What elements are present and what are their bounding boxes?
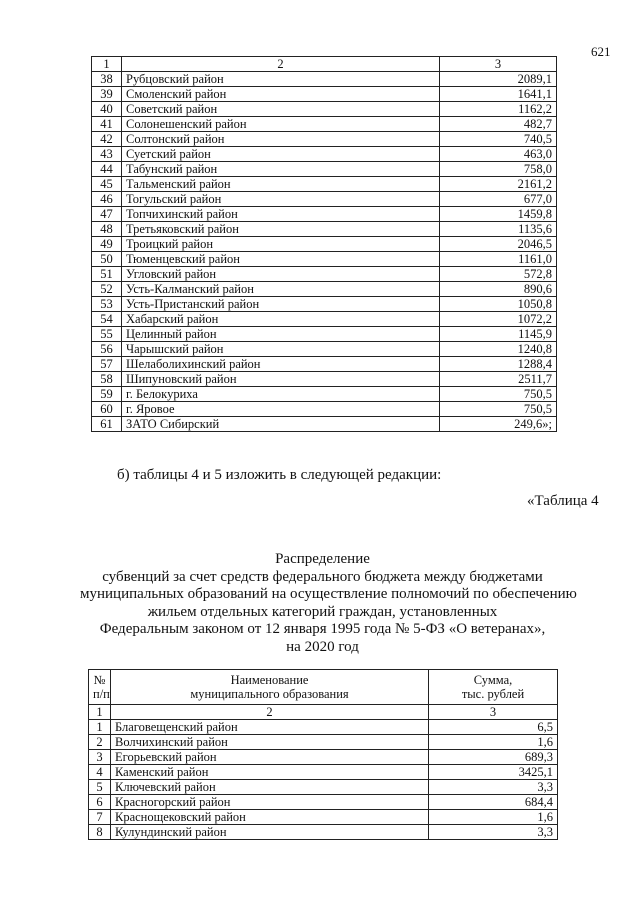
table-row — [92, 282, 557, 297]
row-number-cell: 4 — [89, 765, 111, 780]
row-name-cell: Рубцовский район — [122, 72, 440, 87]
table-row — [89, 795, 558, 810]
header-text: Сумма, — [473, 673, 513, 687]
row-number-cell: 61 — [92, 417, 122, 432]
title-line: субвенций за счет средств федерального бюджета между бюджетами — [102, 568, 543, 585]
row-amount-cell: 1135,6 — [440, 222, 557, 237]
table-row — [89, 765, 558, 780]
table-row — [92, 87, 557, 102]
header-cell-amount — [429, 670, 558, 705]
header-text: п/п — [93, 687, 110, 701]
row-name-cell: Третьяковский район — [122, 222, 440, 237]
table-row — [92, 312, 557, 327]
row-amount-cell: 684,4 — [429, 795, 558, 810]
row-amount-cell: 1459,8 — [440, 207, 557, 222]
row-number-cell: 53 — [92, 297, 122, 312]
row-name-cell: Усть-Пристанский район — [122, 297, 440, 312]
row-name-cell: Топчихинский район — [122, 207, 440, 222]
table-row — [92, 147, 557, 162]
row-name-cell: Тальменский район — [122, 177, 440, 192]
table-row — [92, 402, 557, 417]
table-row — [89, 810, 558, 825]
table-4-header-row — [89, 670, 558, 705]
row-name-cell: Каменский район — [111, 765, 429, 780]
row-name-cell: Троицкий район — [122, 237, 440, 252]
row-number-cell: 3 — [89, 750, 111, 765]
row-number-cell: 41 — [92, 117, 122, 132]
row-number-cell: 1 — [89, 720, 111, 735]
table-row — [92, 327, 557, 342]
table-row — [89, 735, 558, 750]
row-amount-cell: 1,6 — [429, 810, 558, 825]
row-name-cell: Усть-Калманский район — [122, 282, 440, 297]
table-4-number-row — [89, 705, 558, 720]
table-continuation — [91, 56, 557, 432]
table-row — [92, 387, 557, 402]
table-row — [92, 252, 557, 267]
row-name-cell: Чарышский район — [122, 342, 440, 357]
row-amount-cell: 2089,1 — [440, 72, 557, 87]
row-name-cell: ЗАТО Сибирский — [122, 417, 440, 432]
table-row — [92, 72, 557, 87]
row-amount-cell: 890,6 — [440, 282, 557, 297]
column-number-cell: 3 — [429, 705, 558, 720]
table-4-body — [89, 670, 558, 840]
table-row — [92, 102, 557, 117]
table-row — [89, 825, 558, 840]
row-number-cell: 56 — [92, 342, 122, 357]
row-number-cell: 51 — [92, 267, 122, 282]
header-cell-number — [89, 670, 111, 705]
row-number-cell: 7 — [89, 810, 111, 825]
row-name-cell: Ключевский район — [111, 780, 429, 795]
table-row — [92, 207, 557, 222]
row-name-cell: Красногорский район — [111, 795, 429, 810]
table-row — [92, 177, 557, 192]
row-number-cell: 44 — [92, 162, 122, 177]
row-name-cell: Солтонский район — [122, 132, 440, 147]
row-amount-cell: 740,5 — [440, 132, 557, 147]
row-amount-cell: 1050,8 — [440, 297, 557, 312]
row-amount-cell: 1240,8 — [440, 342, 557, 357]
row-name-cell: Солонешенский район — [122, 117, 440, 132]
title-line: Федеральным законом от 12 января 1995 года № 5-ФЗ «О ветеранах», — [99, 621, 546, 637]
page-number: 621 — [591, 44, 611, 59]
row-number-cell: 49 — [92, 237, 122, 252]
table-row — [92, 132, 557, 147]
row-number-cell: 40 — [92, 102, 122, 117]
table-row — [92, 192, 557, 207]
row-number-cell: 6 — [89, 795, 111, 810]
table-row — [92, 357, 557, 372]
table-continuation-body — [92, 57, 557, 432]
row-number-cell: 47 — [92, 207, 122, 222]
row-number-cell: 60 — [92, 402, 122, 417]
row-amount-cell: 689,3 — [429, 750, 558, 765]
table-row — [92, 372, 557, 387]
row-amount-cell: 249,6»; — [440, 417, 557, 432]
row-number-cell: 54 — [92, 312, 122, 327]
row-number-cell: 50 — [92, 252, 122, 267]
row-amount-cell: 758,0 — [440, 162, 557, 177]
row-name-cell: Тогульский район — [122, 192, 440, 207]
table-label: «Таблица 4 — [527, 493, 599, 509]
row-number-cell: 45 — [92, 177, 122, 192]
header-text: тыс. рублей — [461, 687, 525, 701]
row-name-cell: Целинный район — [122, 327, 440, 342]
row-number-cell: 2 — [89, 735, 111, 750]
title-line: жильем отдельных категорий граждан, установленных — [147, 603, 498, 620]
title-line: на 2020 год — [286, 638, 359, 655]
row-number-cell: 59 — [92, 387, 122, 402]
row-amount-cell: 1072,2 — [440, 312, 557, 327]
table-row — [92, 222, 557, 237]
table-row — [89, 720, 558, 735]
row-amount-cell: 3,3 — [429, 780, 558, 795]
row-name-cell: Егорьевский район — [111, 750, 429, 765]
row-name-cell: Шипуновский район — [122, 372, 440, 387]
table-row — [92, 162, 557, 177]
row-name-cell: Благовещенский район — [111, 720, 429, 735]
row-name-cell: Хабарский район — [122, 312, 440, 327]
row-number-cell: 58 — [92, 372, 122, 387]
row-number-cell: 42 — [92, 132, 122, 147]
row-name-cell: Волчихинский район — [111, 735, 429, 750]
row-number-cell: 38 — [92, 72, 122, 87]
table-row — [92, 237, 557, 252]
amendment-paragraph: б) таблицы 4 и 5 изложить в следующей редакции: — [117, 467, 442, 483]
title-line: Распределение — [275, 551, 370, 567]
header-text: Наименование — [230, 673, 309, 687]
header-text: муниципального образования — [190, 687, 349, 701]
table-row — [92, 267, 557, 282]
row-amount-cell: 3425,1 — [429, 765, 558, 780]
row-amount-cell: 463,0 — [440, 147, 557, 162]
row-amount-cell: 2511,7 — [440, 372, 557, 387]
row-amount-cell: 1641,1 — [440, 87, 557, 102]
table-row — [92, 342, 557, 357]
row-number-cell: 52 — [92, 282, 122, 297]
row-amount-cell: 482,7 — [440, 117, 557, 132]
row-name-cell: Шелаболихинский район — [122, 357, 440, 372]
row-number-cell: 8 — [89, 825, 111, 840]
row-number-cell: 43 — [92, 147, 122, 162]
header-cell-name: 2 — [122, 57, 440, 72]
table-4 — [88, 669, 558, 840]
row-amount-cell: 2161,2 — [440, 177, 557, 192]
table-title — [80, 551, 577, 656]
row-number-cell: 5 — [89, 780, 111, 795]
table-header-row — [92, 57, 557, 72]
table-row — [92, 417, 557, 432]
row-name-cell: Кулундинский район — [111, 825, 429, 840]
row-amount-cell: 1,6 — [429, 735, 558, 750]
column-number-cell: 1 — [89, 705, 111, 720]
row-name-cell: Табунский район — [122, 162, 440, 177]
table-row — [92, 297, 557, 312]
row-amount-cell: 572,8 — [440, 267, 557, 282]
title-line: муниципальных образований на осуществление полномочий по обеспечению — [80, 586, 577, 602]
column-number-cell: 2 — [111, 705, 429, 720]
header-cell-name — [111, 670, 429, 705]
header-text: № — [93, 673, 106, 687]
row-amount-cell: 3,3 — [429, 825, 558, 840]
row-name-cell: г. Яровое — [122, 402, 440, 417]
row-amount-cell: 677,0 — [440, 192, 557, 207]
header-cell-number: 1 — [92, 57, 122, 72]
row-number-cell: 39 — [92, 87, 122, 102]
row-number-cell: 55 — [92, 327, 122, 342]
row-name-cell: Угловский район — [122, 267, 440, 282]
table-row — [89, 750, 558, 765]
table-row — [92, 117, 557, 132]
row-name-cell: Тюменцевский район — [122, 252, 440, 267]
row-name-cell: Смоленский район — [122, 87, 440, 102]
row-name-cell: Советский район — [122, 102, 440, 117]
row-amount-cell: 1145,9 — [440, 327, 557, 342]
row-number-cell: 48 — [92, 222, 122, 237]
row-name-cell: Краснощековский район — [111, 810, 429, 825]
row-amount-cell: 1161,0 — [440, 252, 557, 267]
row-number-cell: 57 — [92, 357, 122, 372]
row-amount-cell: 750,5 — [440, 387, 557, 402]
row-name-cell: г. Белокуриха — [122, 387, 440, 402]
table-row — [89, 780, 558, 795]
header-cell-amount: 3 — [440, 57, 557, 72]
row-amount-cell: 1162,2 — [440, 102, 557, 117]
row-amount-cell: 6,5 — [429, 720, 558, 735]
row-number-cell: 46 — [92, 192, 122, 207]
row-amount-cell: 1288,4 — [440, 357, 557, 372]
row-amount-cell: 2046,5 — [440, 237, 557, 252]
row-name-cell: Суетский район — [122, 147, 440, 162]
row-amount-cell: 750,5 — [440, 402, 557, 417]
